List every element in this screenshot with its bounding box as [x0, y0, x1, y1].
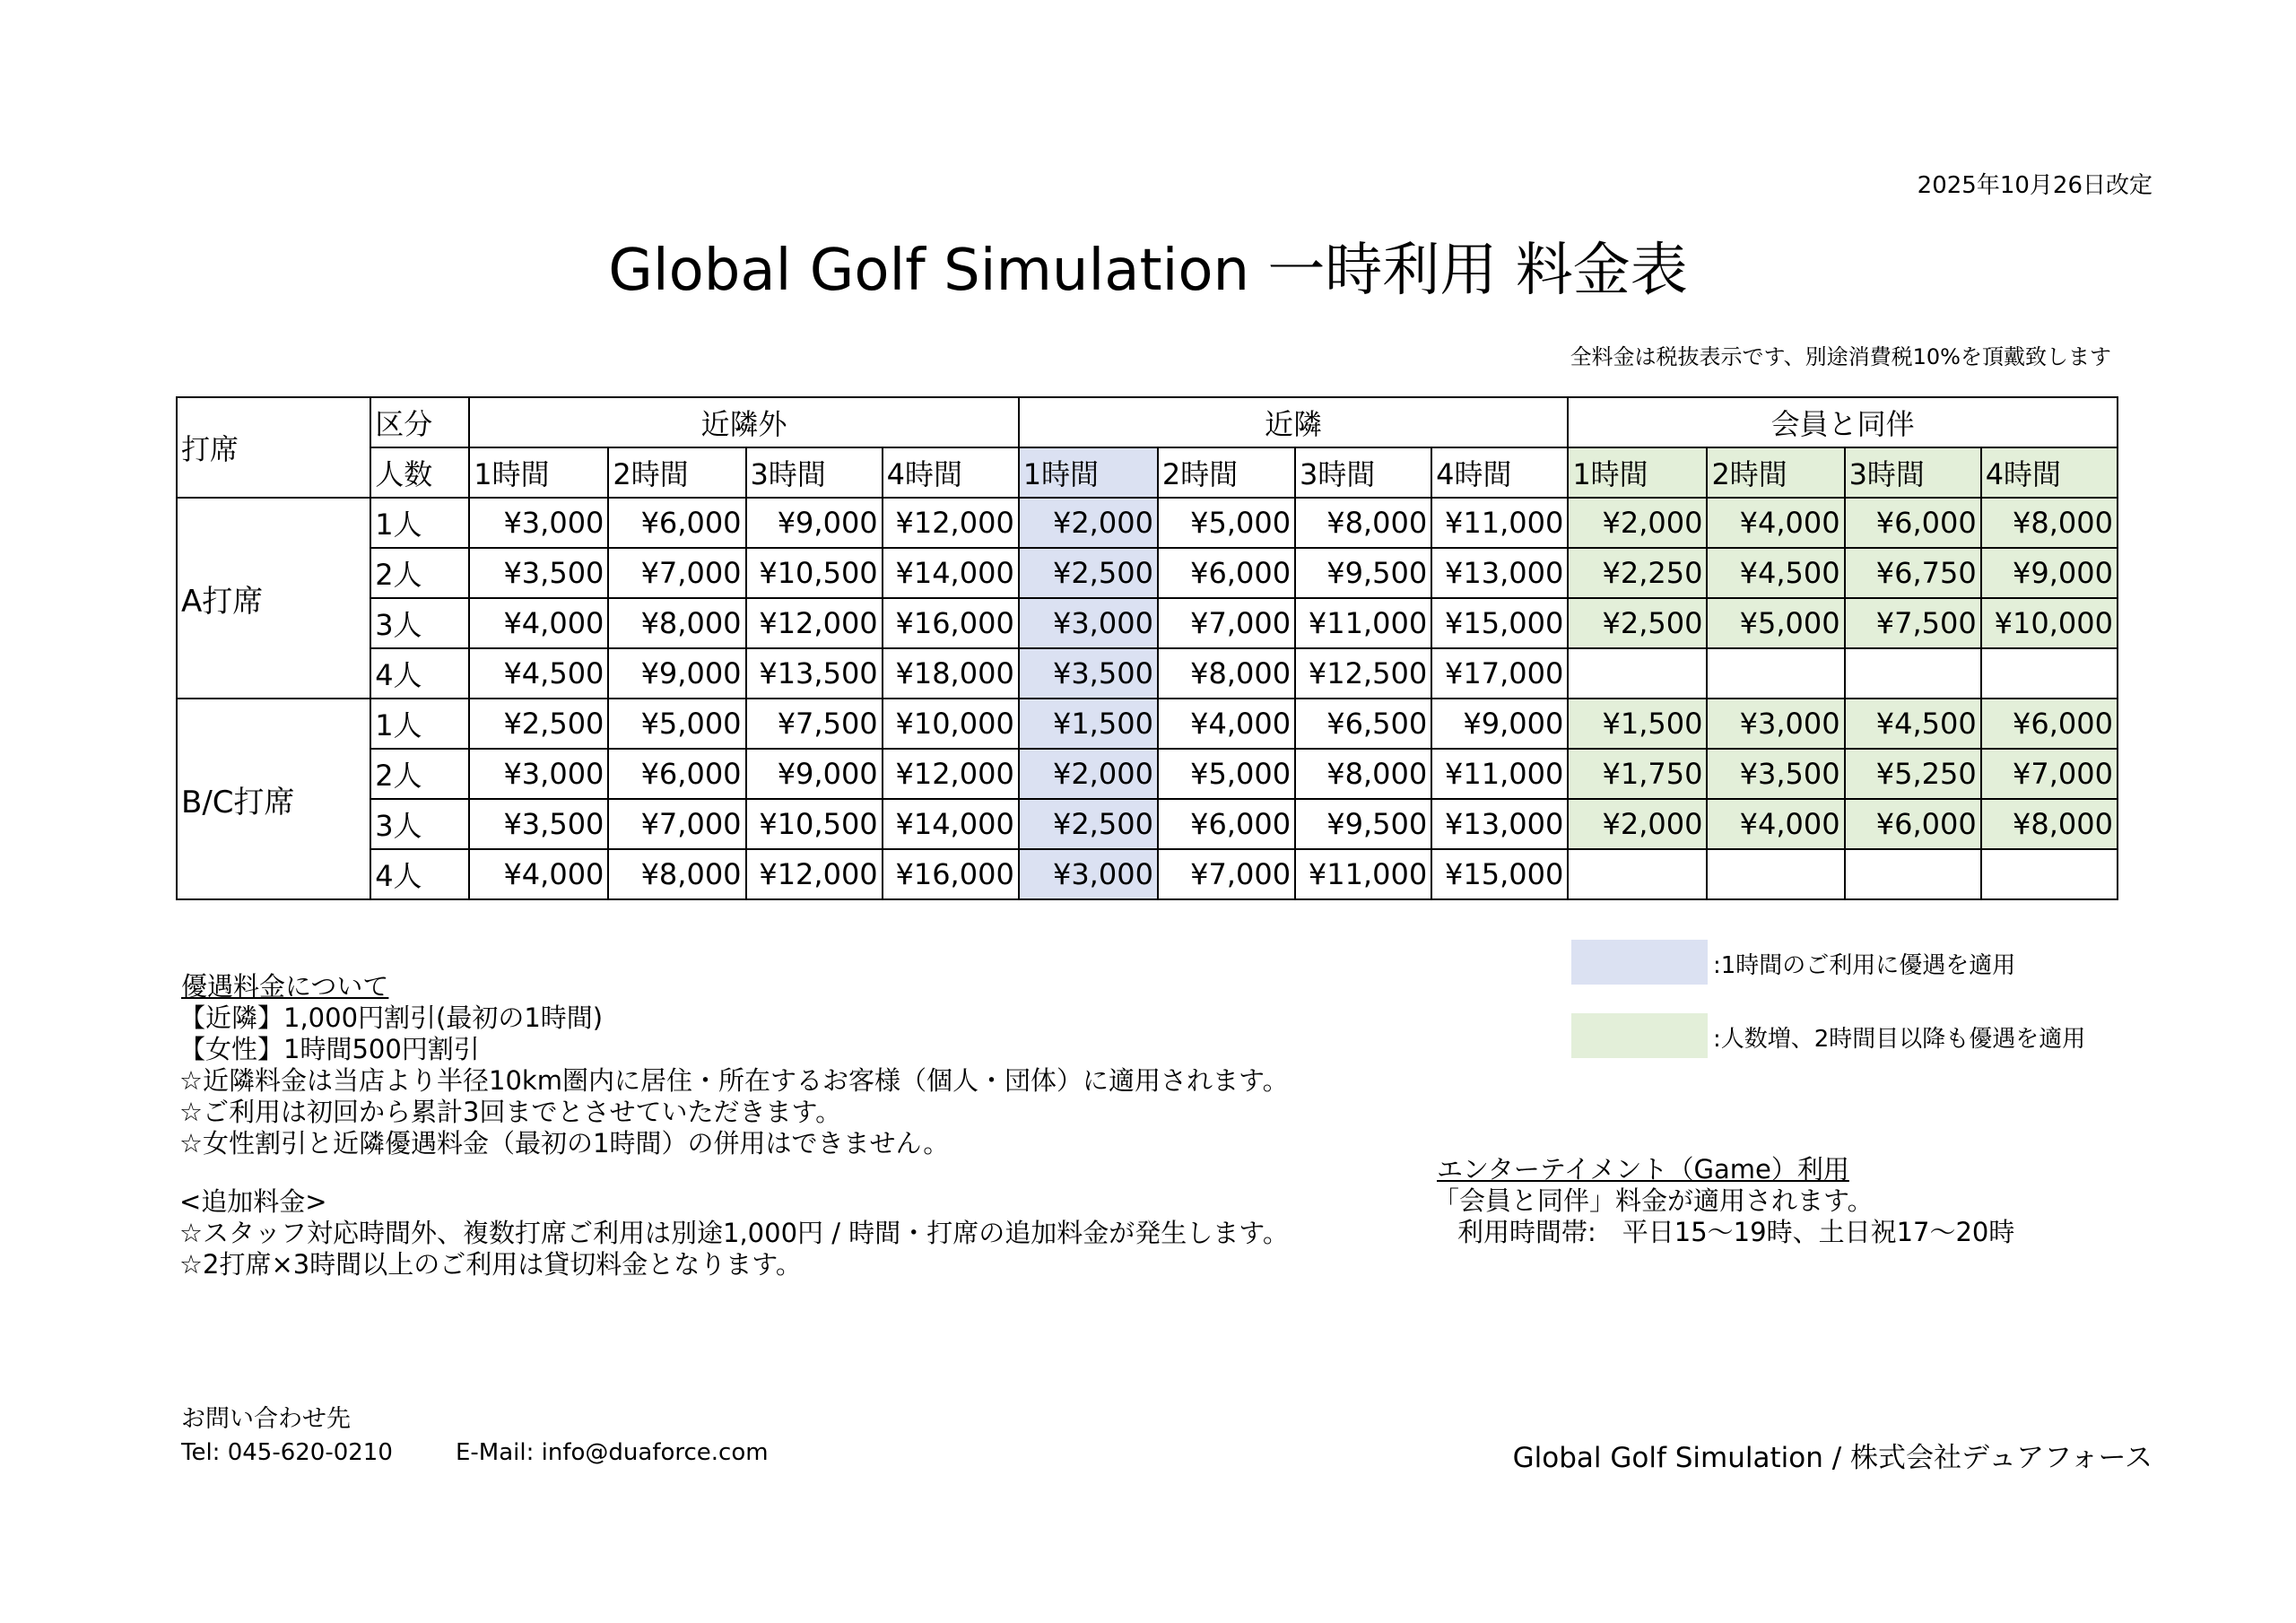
price-local: ¥3,000	[1019, 598, 1158, 648]
price-non-local: ¥18,000	[883, 648, 1019, 699]
legend-blue-label: :1時間のご利用に優遇を適用	[1713, 952, 2016, 979]
discount-heading: 優遇料金について	[181, 971, 389, 1002]
people-count: 2人	[370, 548, 469, 598]
price-member: ¥7,500	[1845, 598, 1981, 648]
price-member: ¥4,000	[1707, 799, 1844, 849]
price-non-local: ¥16,000	[883, 598, 1019, 648]
table-row	[177, 749, 2118, 799]
duration-header: 3時間	[1295, 447, 1431, 498]
price-local: ¥1,500	[1019, 699, 1158, 749]
contact-heading: お問い合わせ先	[181, 1405, 351, 1433]
duration-header: 4時間	[1431, 447, 1568, 498]
price-member: ¥6,750	[1845, 548, 1981, 598]
price-member	[1981, 648, 2118, 699]
price-table	[176, 396, 2118, 900]
price-non-local: ¥10,500	[746, 799, 883, 849]
price-member: ¥8,000	[1981, 799, 2118, 849]
price-local: ¥5,000	[1158, 498, 1295, 548]
entertainment-hours: 利用時間帯: 平日15～19時、土日祝17～20時	[1457, 1217, 2015, 1247]
legend-blue-swatch	[1571, 940, 1708, 985]
extra-fee-heading: <追加料金>	[179, 1186, 327, 1217]
header-row-durations	[177, 447, 2118, 498]
seat-label: B/C打席	[177, 699, 370, 899]
seat-label: A打席	[177, 498, 370, 699]
price-non-local: ¥3,000	[469, 498, 608, 548]
price-non-local: ¥6,000	[608, 749, 745, 799]
price-member: ¥10,000	[1981, 598, 2118, 648]
duration-header: 1時間	[1568, 447, 1707, 498]
price-non-local: ¥12,000	[883, 749, 1019, 799]
price-non-local: ¥5,000	[608, 699, 745, 749]
price-non-local: ¥16,000	[883, 849, 1019, 899]
page-title: Global Golf Simulation 一時利用 料金表	[608, 238, 1688, 304]
price-local: ¥12,500	[1295, 648, 1431, 699]
people-header: 人数	[370, 447, 469, 498]
price-local: ¥15,000	[1431, 849, 1568, 899]
price-member: ¥1,500	[1568, 699, 1707, 749]
people-count: 3人	[370, 598, 469, 648]
price-non-local: ¥13,500	[746, 648, 883, 699]
price-non-local: ¥7,000	[608, 548, 745, 598]
price-non-local: ¥3,500	[469, 548, 608, 598]
table-row	[177, 849, 2118, 899]
duration-header: 1時間	[469, 447, 608, 498]
price-member: ¥9,000	[1981, 548, 2118, 598]
price-non-local: ¥9,000	[746, 749, 883, 799]
price-non-local: ¥9,000	[608, 648, 745, 699]
price-member	[1981, 849, 2118, 899]
price-member: ¥4,000	[1707, 498, 1844, 548]
discount-line: ☆ご利用は初回から累計3回までとさせていただきます。	[179, 1097, 842, 1127]
price-local: ¥11,000	[1295, 849, 1431, 899]
price-non-local: ¥3,500	[469, 799, 608, 849]
price-local: ¥3,500	[1019, 648, 1158, 699]
price-member	[1845, 648, 1981, 699]
tax-note: 全料金は税抜表示です、別途消費税10%を頂戴致します	[1570, 344, 2111, 369]
entertainment-line: 「会員と同伴」料金が適用されます。	[1433, 1185, 1874, 1216]
price-member: ¥4,500	[1707, 548, 1844, 598]
price-local: ¥11,000	[1295, 598, 1431, 648]
price-non-local: ¥3,000	[469, 749, 608, 799]
duration-header: 4時間	[1981, 447, 2118, 498]
people-count: 3人	[370, 799, 469, 849]
table-row	[177, 799, 2118, 849]
price-non-local: ¥4,500	[469, 648, 608, 699]
people-count: 4人	[370, 849, 469, 899]
price-non-local: ¥12,000	[746, 849, 883, 899]
price-non-local: ¥14,000	[883, 548, 1019, 598]
discount-line: 【近隣】1,000円割引(最初の1時間)	[179, 1002, 604, 1033]
price-local: ¥13,000	[1431, 548, 1568, 598]
people-count: 2人	[370, 749, 469, 799]
price-local: ¥9,000	[1431, 699, 1568, 749]
price-member: ¥4,500	[1845, 699, 1981, 749]
duration-header: 2時間	[1707, 447, 1844, 498]
table-row	[177, 699, 2118, 749]
price-local: ¥13,000	[1431, 799, 1568, 849]
price-member	[1568, 849, 1707, 899]
price-local: ¥8,000	[1158, 648, 1295, 699]
people-count: 1人	[370, 699, 469, 749]
price-member	[1568, 648, 1707, 699]
price-local: ¥2,000	[1019, 498, 1158, 548]
price-member: ¥2,000	[1568, 799, 1707, 849]
header-row-groups	[177, 397, 2118, 447]
price-non-local: ¥2,500	[469, 699, 608, 749]
extra-fee-line: ☆スタッフ対応時間外、複数打席ご利用は別途1,000円 / 時間・打席の追加料金が発生します。	[179, 1218, 1289, 1248]
price-member: ¥5,250	[1845, 749, 1981, 799]
category-header: 区分	[370, 397, 469, 447]
price-local: ¥7,000	[1158, 598, 1295, 648]
price-non-local: ¥12,000	[746, 598, 883, 648]
price-local: ¥17,000	[1431, 648, 1568, 699]
contact-tel: Tel: 045-620-0210	[181, 1439, 393, 1466]
price-non-local: ¥6,000	[608, 498, 745, 548]
price-local: ¥11,000	[1431, 749, 1568, 799]
group-header: 近隣外	[469, 397, 1019, 447]
table-row	[177, 648, 2118, 699]
revision-date: 2025年10月26日改定	[1917, 172, 2152, 199]
price-non-local: ¥4,000	[469, 849, 608, 899]
price-non-local: ¥4,000	[469, 598, 608, 648]
price-local: ¥2,500	[1019, 799, 1158, 849]
price-member: ¥5,000	[1707, 598, 1844, 648]
people-count: 4人	[370, 648, 469, 699]
price-local: ¥15,000	[1431, 598, 1568, 648]
price-local: ¥2,000	[1019, 749, 1158, 799]
price-non-local: ¥7,500	[746, 699, 883, 749]
price-member: ¥2,250	[1568, 548, 1707, 598]
price-member: ¥6,000	[1845, 498, 1981, 548]
price-non-local: ¥10,500	[746, 548, 883, 598]
seat-header: 打席	[177, 397, 370, 498]
price-member	[1707, 648, 1844, 699]
price-member: ¥2,000	[1568, 498, 1707, 548]
duration-header: 1時間	[1019, 447, 1158, 498]
company-name: Global Golf Simulation / 株式会社デュアフォース	[1512, 1442, 2152, 1474]
price-member: ¥8,000	[1981, 498, 2118, 548]
price-member: ¥3,000	[1707, 699, 1844, 749]
group-header: 近隣	[1019, 397, 1569, 447]
price-local: ¥9,500	[1295, 548, 1431, 598]
discount-line: 【女性】1時間500円割引	[179, 1034, 480, 1064]
legend-green-swatch	[1571, 1013, 1708, 1058]
price-non-local: ¥12,000	[883, 498, 1019, 548]
table-row	[177, 548, 2118, 598]
price-non-local: ¥10,000	[883, 699, 1019, 749]
duration-header: 3時間	[746, 447, 883, 498]
duration-header: 3時間	[1845, 447, 1981, 498]
table-row	[177, 498, 2118, 548]
price-local: ¥8,000	[1295, 749, 1431, 799]
price-non-local: ¥8,000	[608, 849, 745, 899]
price-local: ¥3,000	[1019, 849, 1158, 899]
price-local: ¥6,500	[1295, 699, 1431, 749]
price-member	[1707, 849, 1844, 899]
price-non-local: ¥8,000	[608, 598, 745, 648]
price-member: ¥2,500	[1568, 598, 1707, 648]
price-local: ¥9,500	[1295, 799, 1431, 849]
duration-header: 4時間	[883, 447, 1019, 498]
extra-fee-line: ☆2打席×3時間以上のご利用は貸切料金となります。	[179, 1249, 802, 1280]
price-member: ¥6,000	[1981, 699, 2118, 749]
price-local: ¥6,000	[1158, 799, 1295, 849]
price-local: ¥8,000	[1295, 498, 1431, 548]
price-member: ¥3,500	[1707, 749, 1844, 799]
price-local: ¥4,000	[1158, 699, 1295, 749]
contact-email[interactable]: E-Mail: info@duaforce.com	[456, 1439, 769, 1466]
price-member	[1845, 849, 1981, 899]
price-non-local: ¥9,000	[746, 498, 883, 548]
price-local: ¥6,000	[1158, 548, 1295, 598]
discount-line: ☆近隣料金は当店より半径10km圏内に居住・所在するお客様（個人・団体）に適用されます。	[179, 1065, 1289, 1096]
price-non-local: ¥7,000	[608, 799, 745, 849]
duration-header: 2時間	[1158, 447, 1295, 498]
group-header: 会員と同伴	[1568, 397, 2118, 447]
price-local: ¥11,000	[1431, 498, 1568, 548]
price-local: ¥7,000	[1158, 849, 1295, 899]
price-member: ¥7,000	[1981, 749, 2118, 799]
duration-header: 2時間	[608, 447, 745, 498]
legend-green-label: :人数増、2時間目以降も優遇を適用	[1713, 1026, 2086, 1053]
price-non-local: ¥14,000	[883, 799, 1019, 849]
table-row	[177, 598, 2118, 648]
price-member: ¥1,750	[1568, 749, 1707, 799]
price-local: ¥5,000	[1158, 749, 1295, 799]
price-local: ¥2,500	[1019, 548, 1158, 598]
entertainment-heading: エンターテイメント（Game）利用	[1437, 1154, 1849, 1185]
discount-line: ☆女性割引と近隣優遇料金（最初の1時間）の併用はできません。	[179, 1128, 950, 1159]
price-member: ¥6,000	[1845, 799, 1981, 849]
people-count: 1人	[370, 498, 469, 548]
